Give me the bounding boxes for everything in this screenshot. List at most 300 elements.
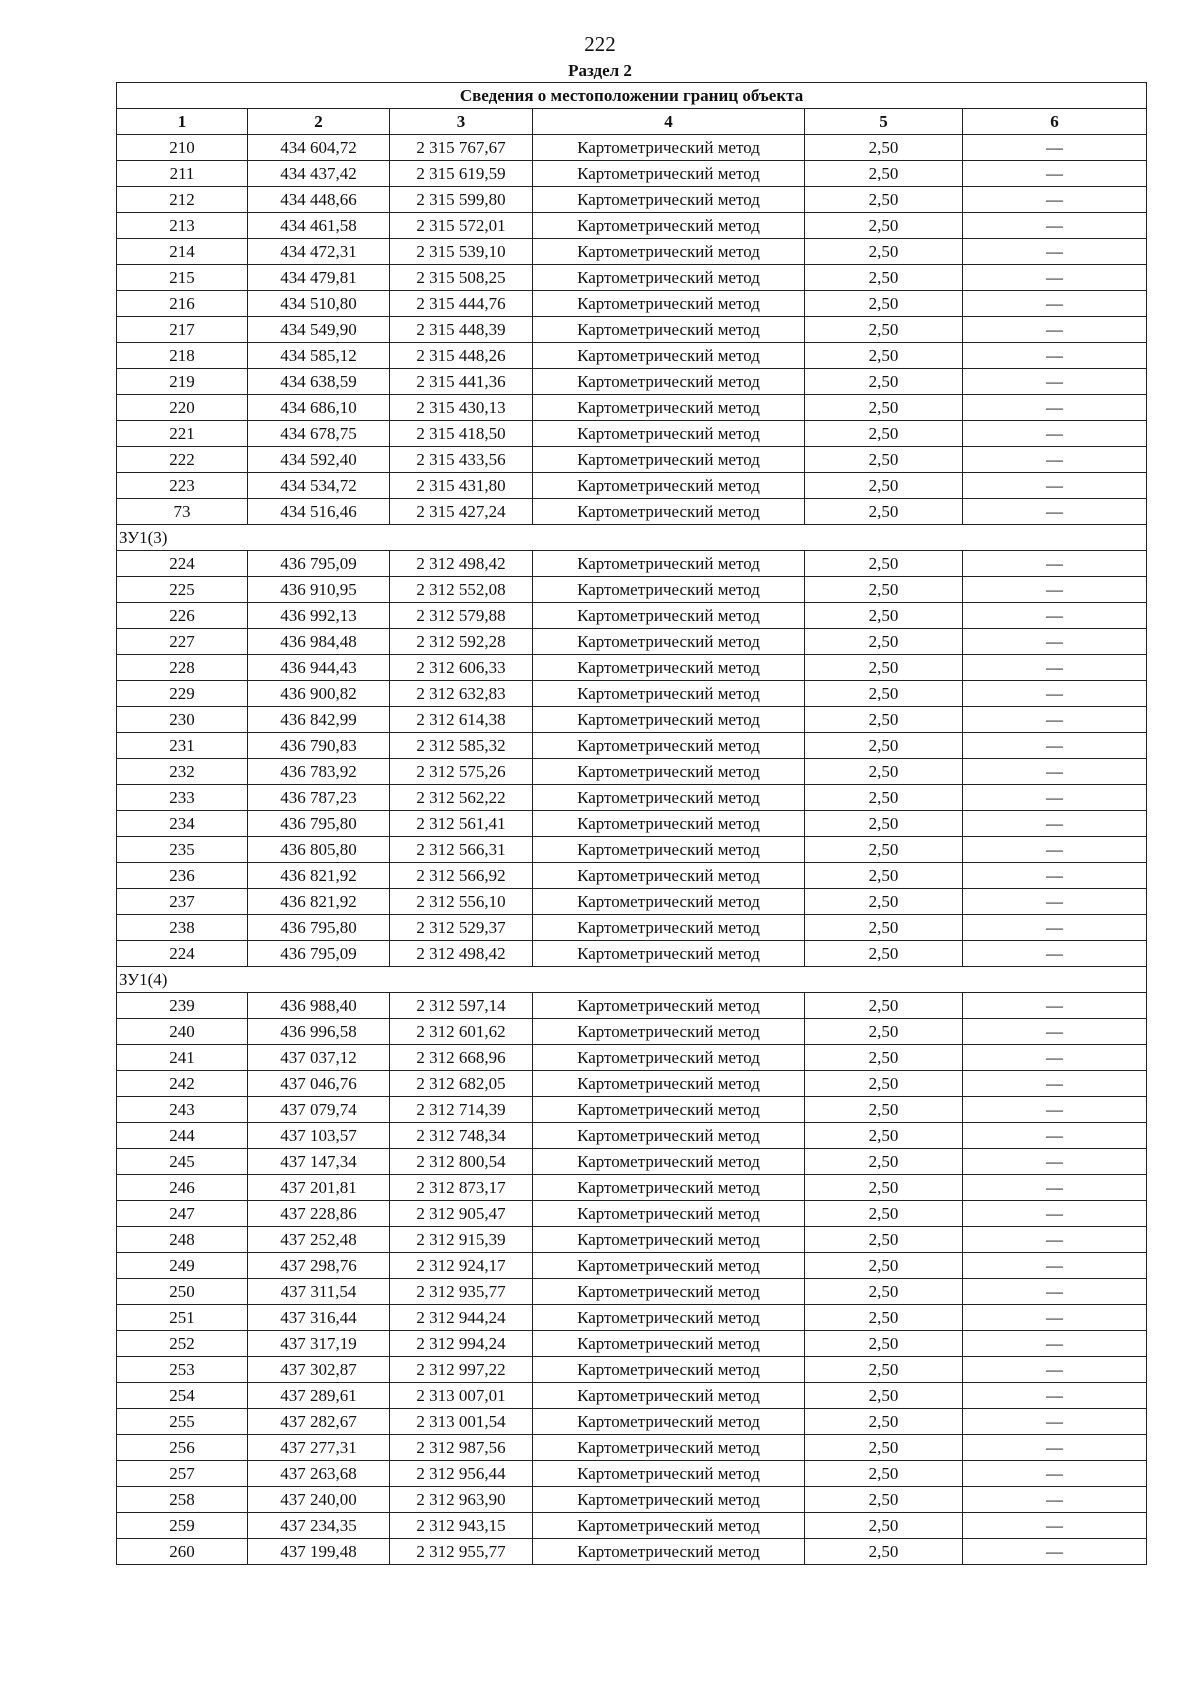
table-row — [117, 1305, 1147, 1331]
description-cell: — — [963, 551, 1147, 577]
point-number-cell: 230 — [117, 707, 248, 733]
table-row — [117, 993, 1147, 1019]
point-number-cell: 250 — [117, 1279, 248, 1305]
table-row — [117, 1383, 1147, 1409]
accuracy-cell: 2,50 — [805, 1019, 963, 1045]
x-coordinate-cell: 436 842,99 — [248, 707, 390, 733]
description-cell: — — [963, 395, 1147, 421]
table-row — [117, 1097, 1147, 1123]
y-coordinate-cell: 2 312 873,17 — [390, 1175, 533, 1201]
x-coordinate-cell: 437 046,76 — [248, 1071, 390, 1097]
table-row — [117, 1045, 1147, 1071]
y-coordinate-cell: 2 312 566,31 — [390, 837, 533, 863]
description-cell: — — [963, 1201, 1147, 1227]
y-coordinate-cell: 2 312 997,22 — [390, 1357, 533, 1383]
method-cell: Картометрический метод — [533, 655, 805, 681]
x-coordinate-cell: 434 604,72 — [248, 135, 390, 161]
point-number-cell: 245 — [117, 1149, 248, 1175]
table-row — [117, 603, 1147, 629]
accuracy-cell: 2,50 — [805, 499, 963, 525]
accuracy-cell: 2,50 — [805, 759, 963, 785]
x-coordinate-cell: 434 638,59 — [248, 369, 390, 395]
table-row — [117, 681, 1147, 707]
method-cell: Картометрический метод — [533, 317, 805, 343]
y-coordinate-cell: 2 312 552,08 — [390, 577, 533, 603]
x-coordinate-cell: 437 147,34 — [248, 1149, 390, 1175]
point-number-cell: 211 — [117, 161, 248, 187]
method-cell: Картометрический метод — [533, 629, 805, 655]
point-number-cell: 221 — [117, 421, 248, 447]
description-cell: — — [963, 759, 1147, 785]
method-cell: Картометрический метод — [533, 1253, 805, 1279]
accuracy-cell: 2,50 — [805, 1253, 963, 1279]
accuracy-cell: 2,50 — [805, 1149, 963, 1175]
accuracy-cell: 2,50 — [805, 1279, 963, 1305]
table-row — [117, 1149, 1147, 1175]
y-coordinate-cell: 2 315 619,59 — [390, 161, 533, 187]
description-cell: — — [963, 1409, 1147, 1435]
x-coordinate-cell: 434 510,80 — [248, 291, 390, 317]
description-cell: — — [963, 343, 1147, 369]
method-cell: Картометрический метод — [533, 1331, 805, 1357]
point-number-cell: 212 — [117, 187, 248, 213]
accuracy-cell: 2,50 — [805, 993, 963, 1019]
point-number-cell: 244 — [117, 1123, 248, 1149]
y-coordinate-cell: 2 312 963,90 — [390, 1487, 533, 1513]
table-row — [117, 317, 1147, 343]
accuracy-cell: 2,50 — [805, 1045, 963, 1071]
point-number-cell: 218 — [117, 343, 248, 369]
group-label: ЗУ1(3) — [117, 525, 1147, 551]
table-row — [117, 369, 1147, 395]
point-number-cell: 214 — [117, 239, 248, 265]
description-cell: — — [963, 213, 1147, 239]
y-coordinate-cell: 2 312 924,17 — [390, 1253, 533, 1279]
point-number-cell: 242 — [117, 1071, 248, 1097]
point-number-cell: 251 — [117, 1305, 248, 1331]
y-coordinate-cell: 2 312 955,77 — [390, 1539, 533, 1565]
description-cell: — — [963, 993, 1147, 1019]
description-cell: — — [963, 1305, 1147, 1331]
method-cell: Картометрический метод — [533, 473, 805, 499]
page-number: 222 — [584, 32, 616, 56]
accuracy-cell: 2,50 — [805, 369, 963, 395]
point-number-cell: 243 — [117, 1097, 248, 1123]
method-cell: Картометрический метод — [533, 993, 805, 1019]
point-number-cell: 224 — [117, 941, 248, 967]
description-cell: — — [963, 187, 1147, 213]
x-coordinate-cell: 434 461,58 — [248, 213, 390, 239]
description-cell: — — [963, 1175, 1147, 1201]
y-coordinate-cell: 2 315 430,13 — [390, 395, 533, 421]
accuracy-cell: 2,50 — [805, 291, 963, 317]
accuracy-cell: 2,50 — [805, 187, 963, 213]
point-number-cell: 249 — [117, 1253, 248, 1279]
table-row — [117, 1123, 1147, 1149]
method-cell: Картометрический метод — [533, 707, 805, 733]
accuracy-cell: 2,50 — [805, 1461, 963, 1487]
description-cell: — — [963, 629, 1147, 655]
accuracy-cell: 2,50 — [805, 473, 963, 499]
accuracy-cell: 2,50 — [805, 1071, 963, 1097]
table-row — [117, 1019, 1147, 1045]
accuracy-cell: 2,50 — [805, 1383, 963, 1409]
method-cell: Картометрический метод — [533, 369, 805, 395]
table-row — [117, 1175, 1147, 1201]
accuracy-cell: 2,50 — [805, 395, 963, 421]
accuracy-cell: 2,50 — [805, 1409, 963, 1435]
x-coordinate-cell: 437 289,61 — [248, 1383, 390, 1409]
accuracy-cell: 2,50 — [805, 1539, 963, 1565]
accuracy-cell: 2,50 — [805, 213, 963, 239]
point-number-cell: 234 — [117, 811, 248, 837]
y-coordinate-cell: 2 312 668,96 — [390, 1045, 533, 1071]
point-number-cell: 259 — [117, 1513, 248, 1539]
group-row — [117, 967, 1147, 993]
x-coordinate-cell: 437 317,19 — [248, 1331, 390, 1357]
x-coordinate-cell: 434 448,66 — [248, 187, 390, 213]
point-number-cell: 233 — [117, 785, 248, 811]
table-row — [117, 1513, 1147, 1539]
accuracy-cell: 2,50 — [805, 1097, 963, 1123]
y-coordinate-cell: 2 312 601,62 — [390, 1019, 533, 1045]
description-cell: — — [963, 1253, 1147, 1279]
point-number-cell: 247 — [117, 1201, 248, 1227]
method-cell: Картометрический метод — [533, 759, 805, 785]
description-cell: — — [963, 733, 1147, 759]
table-row — [117, 291, 1147, 317]
accuracy-cell: 2,50 — [805, 1201, 963, 1227]
table-row — [117, 421, 1147, 447]
y-coordinate-cell: 2 315 767,67 — [390, 135, 533, 161]
accuracy-cell: 2,50 — [805, 1305, 963, 1331]
x-coordinate-cell: 434 592,40 — [248, 447, 390, 473]
y-coordinate-cell: 2 312 562,22 — [390, 785, 533, 811]
method-cell: Картометрический метод — [533, 161, 805, 187]
accuracy-cell: 2,50 — [805, 343, 963, 369]
table-row — [117, 1539, 1147, 1565]
point-number-cell: 215 — [117, 265, 248, 291]
y-coordinate-cell: 2 315 448,39 — [390, 317, 533, 343]
point-number-cell: 238 — [117, 915, 248, 941]
table-header-row — [117, 109, 1147, 135]
accuracy-cell: 2,50 — [805, 161, 963, 187]
x-coordinate-cell: 437 277,31 — [248, 1435, 390, 1461]
x-coordinate-cell: 434 472,31 — [248, 239, 390, 265]
table-row — [117, 473, 1147, 499]
description-cell: — — [963, 837, 1147, 863]
point-number-cell: 252 — [117, 1331, 248, 1357]
y-coordinate-cell: 2 315 539,10 — [390, 239, 533, 265]
table-row — [117, 785, 1147, 811]
point-number-cell: 246 — [117, 1175, 248, 1201]
description-cell: — — [963, 1097, 1147, 1123]
x-coordinate-cell: 434 437,42 — [248, 161, 390, 187]
y-coordinate-cell: 2 312 614,38 — [390, 707, 533, 733]
point-number-cell: 257 — [117, 1461, 248, 1487]
method-cell: Картометрический метод — [533, 421, 805, 447]
table-row — [117, 1253, 1147, 1279]
point-number-cell: 216 — [117, 291, 248, 317]
table-row — [117, 447, 1147, 473]
accuracy-cell: 2,50 — [805, 837, 963, 863]
x-coordinate-cell: 437 234,35 — [248, 1513, 390, 1539]
accuracy-cell: 2,50 — [805, 551, 963, 577]
table-row — [117, 213, 1147, 239]
accuracy-cell: 2,50 — [805, 681, 963, 707]
x-coordinate-cell: 434 686,10 — [248, 395, 390, 421]
description-cell: — — [963, 1279, 1147, 1305]
column-header: 2 — [248, 109, 390, 135]
description-cell: — — [963, 1513, 1147, 1539]
method-cell: Картометрический метод — [533, 239, 805, 265]
y-coordinate-cell: 2 315 431,80 — [390, 473, 533, 499]
x-coordinate-cell: 437 199,48 — [248, 1539, 390, 1565]
table-row — [117, 135, 1147, 161]
table-row — [117, 655, 1147, 681]
method-cell: Картометрический метод — [533, 187, 805, 213]
y-coordinate-cell: 2 312 956,44 — [390, 1461, 533, 1487]
y-coordinate-cell: 2 315 427,24 — [390, 499, 533, 525]
y-coordinate-cell: 2 312 566,92 — [390, 863, 533, 889]
boundary-table — [116, 82, 1147, 1565]
table-row — [117, 1435, 1147, 1461]
accuracy-cell: 2,50 — [805, 941, 963, 967]
x-coordinate-cell: 436 988,40 — [248, 993, 390, 1019]
point-number-cell: 224 — [117, 551, 248, 577]
description-cell: — — [963, 811, 1147, 837]
description-cell: — — [963, 785, 1147, 811]
y-coordinate-cell: 2 312 944,24 — [390, 1305, 533, 1331]
method-cell: Картометрический метод — [533, 1461, 805, 1487]
description-cell: — — [963, 291, 1147, 317]
y-coordinate-cell: 2 313 001,54 — [390, 1409, 533, 1435]
point-number-cell: 248 — [117, 1227, 248, 1253]
y-coordinate-cell: 2 312 579,88 — [390, 603, 533, 629]
x-coordinate-cell: 436 944,43 — [248, 655, 390, 681]
y-coordinate-cell: 2 312 632,83 — [390, 681, 533, 707]
accuracy-cell: 2,50 — [805, 135, 963, 161]
method-cell: Картометрический метод — [533, 291, 805, 317]
description-cell: — — [963, 577, 1147, 603]
column-header: 5 — [805, 109, 963, 135]
point-number-cell: 253 — [117, 1357, 248, 1383]
y-coordinate-cell: 2 312 575,26 — [390, 759, 533, 785]
method-cell: Картометрический метод — [533, 551, 805, 577]
description-cell: — — [963, 941, 1147, 967]
table-caption: Сведения о местоположении границ объекта — [117, 83, 1147, 109]
point-number-cell: 240 — [117, 1019, 248, 1045]
description-cell: — — [963, 889, 1147, 915]
y-coordinate-cell: 2 312 994,24 — [390, 1331, 533, 1357]
method-cell: Картометрический метод — [533, 1539, 805, 1565]
point-number-cell: 220 — [117, 395, 248, 421]
method-cell: Картометрический метод — [533, 1357, 805, 1383]
method-cell: Картометрический метод — [533, 811, 805, 837]
accuracy-cell: 2,50 — [805, 1123, 963, 1149]
y-coordinate-cell: 2 315 444,76 — [390, 291, 533, 317]
point-number-cell: 228 — [117, 655, 248, 681]
method-cell: Картометрический метод — [533, 1175, 805, 1201]
x-coordinate-cell: 437 103,57 — [248, 1123, 390, 1149]
method-cell: Картометрический метод — [533, 1513, 805, 1539]
method-cell: Картометрический метод — [533, 889, 805, 915]
point-number-cell: 258 — [117, 1487, 248, 1513]
description-cell: — — [963, 1383, 1147, 1409]
method-cell: Картометрический метод — [533, 1097, 805, 1123]
description-cell: — — [963, 1357, 1147, 1383]
description-cell: — — [963, 499, 1147, 525]
description-cell: — — [963, 915, 1147, 941]
point-number-cell: 237 — [117, 889, 248, 915]
column-header: 1 — [117, 109, 248, 135]
description-cell: — — [963, 135, 1147, 161]
y-coordinate-cell: 2 315 441,36 — [390, 369, 533, 395]
method-cell: Картометрический метод — [533, 499, 805, 525]
accuracy-cell: 2,50 — [805, 785, 963, 811]
column-header: 3 — [390, 109, 533, 135]
x-coordinate-cell: 436 795,80 — [248, 915, 390, 941]
accuracy-cell: 2,50 — [805, 239, 963, 265]
accuracy-cell: 2,50 — [805, 1513, 963, 1539]
table-row — [117, 915, 1147, 941]
method-cell: Картометрический метод — [533, 941, 805, 967]
method-cell: Картометрический метод — [533, 863, 805, 889]
description-cell: — — [963, 863, 1147, 889]
group-row — [117, 525, 1147, 551]
table-row — [117, 1409, 1147, 1435]
method-cell: Картометрический метод — [533, 1227, 805, 1253]
x-coordinate-cell: 437 282,67 — [248, 1409, 390, 1435]
method-cell: Картометрический метод — [533, 1487, 805, 1513]
table-row — [117, 837, 1147, 863]
method-cell: Картометрический метод — [533, 1123, 805, 1149]
x-coordinate-cell: 437 037,12 — [248, 1045, 390, 1071]
point-number-cell: 73 — [117, 499, 248, 525]
description-cell: — — [963, 447, 1147, 473]
description-cell: — — [963, 681, 1147, 707]
point-number-cell: 235 — [117, 837, 248, 863]
method-cell: Картометрический метод — [533, 1071, 805, 1097]
point-number-cell: 210 — [117, 135, 248, 161]
y-coordinate-cell: 2 312 597,14 — [390, 993, 533, 1019]
table-row — [117, 239, 1147, 265]
table-row — [117, 811, 1147, 837]
accuracy-cell: 2,50 — [805, 655, 963, 681]
accuracy-cell: 2,50 — [805, 863, 963, 889]
y-coordinate-cell: 2 312 943,15 — [390, 1513, 533, 1539]
y-coordinate-cell: 2 315 572,01 — [390, 213, 533, 239]
point-number-cell: 232 — [117, 759, 248, 785]
y-coordinate-cell: 2 312 682,05 — [390, 1071, 533, 1097]
y-coordinate-cell: 2 312 592,28 — [390, 629, 533, 655]
y-coordinate-cell: 2 312 556,10 — [390, 889, 533, 915]
description-cell: — — [963, 1149, 1147, 1175]
table-row — [117, 733, 1147, 759]
method-cell: Картометрический метод — [533, 681, 805, 707]
accuracy-cell: 2,50 — [805, 317, 963, 343]
table-row — [117, 551, 1147, 577]
description-cell: — — [963, 603, 1147, 629]
table-row — [117, 1487, 1147, 1513]
x-coordinate-cell: 436 996,58 — [248, 1019, 390, 1045]
method-cell: Картометрический метод — [533, 1149, 805, 1175]
description-cell: — — [963, 265, 1147, 291]
description-cell: — — [963, 1071, 1147, 1097]
x-coordinate-cell: 437 079,74 — [248, 1097, 390, 1123]
method-cell: Картометрический метод — [533, 1201, 805, 1227]
method-cell: Картометрический метод — [533, 1045, 805, 1071]
accuracy-cell: 2,50 — [805, 1175, 963, 1201]
point-number-cell: 227 — [117, 629, 248, 655]
y-coordinate-cell: 2 312 498,42 — [390, 551, 533, 577]
method-cell: Картометрический метод — [533, 577, 805, 603]
point-number-cell: 236 — [117, 863, 248, 889]
description-cell: — — [963, 1045, 1147, 1071]
y-coordinate-cell: 2 312 714,39 — [390, 1097, 533, 1123]
accuracy-cell: 2,50 — [805, 603, 963, 629]
y-coordinate-cell: 2 312 905,47 — [390, 1201, 533, 1227]
method-cell: Картометрический метод — [533, 733, 805, 759]
method-cell: Картометрический метод — [533, 1305, 805, 1331]
accuracy-cell: 2,50 — [805, 889, 963, 915]
x-coordinate-cell: 436 795,80 — [248, 811, 390, 837]
x-coordinate-cell: 437 316,44 — [248, 1305, 390, 1331]
section-title: Раздел 2 — [568, 61, 632, 80]
table-row — [117, 629, 1147, 655]
y-coordinate-cell: 2 315 433,56 — [390, 447, 533, 473]
table-row — [117, 1279, 1147, 1305]
point-number-cell: 217 — [117, 317, 248, 343]
method-cell: Картометрический метод — [533, 915, 805, 941]
description-cell: — — [963, 317, 1147, 343]
x-coordinate-cell: 437 201,81 — [248, 1175, 390, 1201]
method-cell: Картометрический метод — [533, 785, 805, 811]
description-cell: — — [963, 1331, 1147, 1357]
description-cell: — — [963, 1123, 1147, 1149]
column-header: 4 — [533, 109, 805, 135]
point-number-cell: 213 — [117, 213, 248, 239]
x-coordinate-cell: 436 984,48 — [248, 629, 390, 655]
x-coordinate-cell: 437 252,48 — [248, 1227, 390, 1253]
description-cell: — — [963, 369, 1147, 395]
table-row — [117, 1461, 1147, 1487]
table-row — [117, 1201, 1147, 1227]
y-coordinate-cell: 2 315 448,26 — [390, 343, 533, 369]
description-cell: — — [963, 1461, 1147, 1487]
table-row — [117, 1357, 1147, 1383]
accuracy-cell: 2,50 — [805, 1435, 963, 1461]
y-coordinate-cell: 2 315 599,80 — [390, 187, 533, 213]
table-row — [117, 1331, 1147, 1357]
y-coordinate-cell: 2 312 606,33 — [390, 655, 533, 681]
accuracy-cell: 2,50 — [805, 811, 963, 837]
point-number-cell: 254 — [117, 1383, 248, 1409]
point-number-cell: 255 — [117, 1409, 248, 1435]
table-row — [117, 161, 1147, 187]
table-row — [117, 577, 1147, 603]
x-coordinate-cell: 434 479,81 — [248, 265, 390, 291]
x-coordinate-cell: 436 783,92 — [248, 759, 390, 785]
y-coordinate-cell: 2 312 800,54 — [390, 1149, 533, 1175]
x-coordinate-cell: 436 795,09 — [248, 941, 390, 967]
x-coordinate-cell: 434 534,72 — [248, 473, 390, 499]
table-row — [117, 1227, 1147, 1253]
description-cell: — — [963, 655, 1147, 681]
description-cell: — — [963, 239, 1147, 265]
accuracy-cell: 2,50 — [805, 1357, 963, 1383]
accuracy-cell: 2,50 — [805, 629, 963, 655]
